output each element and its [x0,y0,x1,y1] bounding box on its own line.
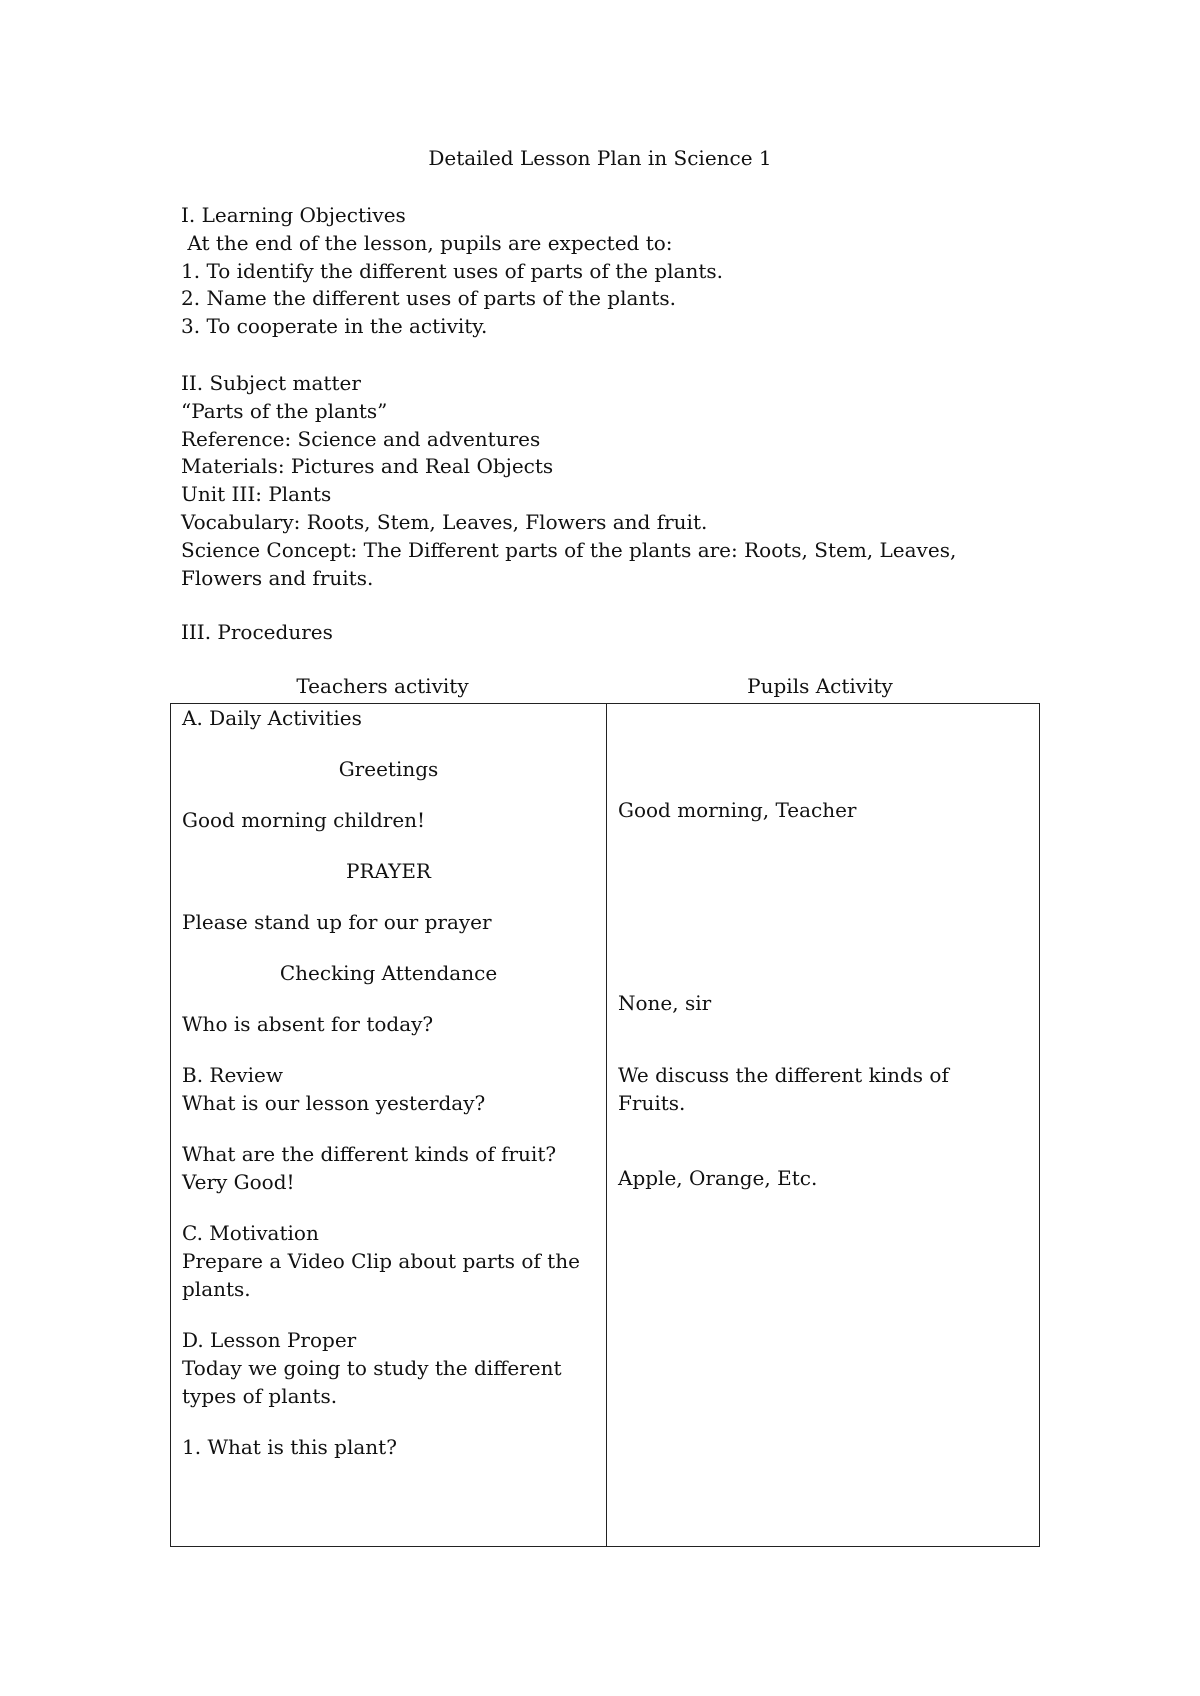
subject-heading: II. Subject matter [181,371,361,395]
teacher-very-good: Very Good! [182,1170,295,1194]
document-title: Detailed Lesson Plan in Science 1 [428,146,772,170]
daily-activities-heading: A. Daily Activities [182,706,362,730]
teacher-activity-cell [171,704,607,1547]
pupil-discuss-line-2: Fruits. [618,1091,686,1115]
prayer-heading: PRAYER [345,859,431,883]
pupil-discuss-line-1: We discuss the different kinds of [618,1063,949,1087]
greetings-heading: Greetings [338,757,439,781]
teacher-review-question: What is our lesson yesterday? [182,1091,486,1115]
subject-materials: Materials: Pictures and Real Objects [181,454,554,479]
teacher-activity-header: Teachers activity [296,674,469,698]
subject-concept-line-1: Science Concept: The Different parts of the plants are: Roots, Stem, Leaves, [181,537,957,562]
teacher-absent-question: Who is absent for today? [182,1012,434,1036]
lesson-proper-line-2: types of plants. [182,1384,338,1408]
subject-vocabulary: Vocabulary: Roots, Stem, Leaves, Flowers and fruit. [181,509,708,534]
objectives-heading: I. Learning Objectives [181,203,406,227]
lesson-proper-heading: D. Lesson Proper [182,1328,357,1352]
pupil-activity-header: Pupils Activity [747,674,893,698]
objective-item-1: 1. To identify the different uses of parts of the plants. [181,258,723,283]
attendance-heading: Checking Attendance [279,961,498,985]
procedures-section [181,619,1061,647]
subject-reference: Reference: Science and adventures [181,426,541,451]
teacher-good-morning: Good morning children! [182,808,426,832]
lesson-question-1: 1. What is this plant? [182,1435,397,1459]
teacher-fruit-question: What are the different kinds of fruit? [182,1142,557,1166]
subject-topic: “Parts of the plants” [181,398,388,423]
subject-unit: Unit III: Plants [181,482,332,507]
lesson-proper-line-1: Today we going to study the different [182,1356,562,1380]
motivation-heading: C. Motivation [182,1221,319,1245]
objectives-intro: At the end of the lesson, pupils are expected to: [181,230,673,255]
review-heading: B. Review [182,1063,283,1087]
pupil-none-sir: None, sir [618,991,712,1015]
pupil-good-morning: Good morning, Teacher [618,798,857,822]
procedures-heading: III. Procedures [181,620,333,644]
pupil-fruits-answer: Apple, Orange, Etc. [618,1166,818,1190]
objective-item-3: 3. To cooperate in the activity. [181,314,488,339]
motivation-line-2: plants. [182,1277,251,1301]
procedures-table [170,703,1040,1547]
pupil-activity-cell [607,704,1040,1547]
teacher-stand-up: Please stand up for our prayer [182,910,492,934]
subject-matter-section [181,370,1061,592]
subject-concept-line-2: Flowers and fruits. [181,565,374,590]
objective-item-2: 2. Name the different uses of parts of the plants. [181,286,676,311]
motivation-line-1: Prepare a Video Clip about parts of the [182,1249,580,1273]
learning-objectives-section [181,202,1061,341]
